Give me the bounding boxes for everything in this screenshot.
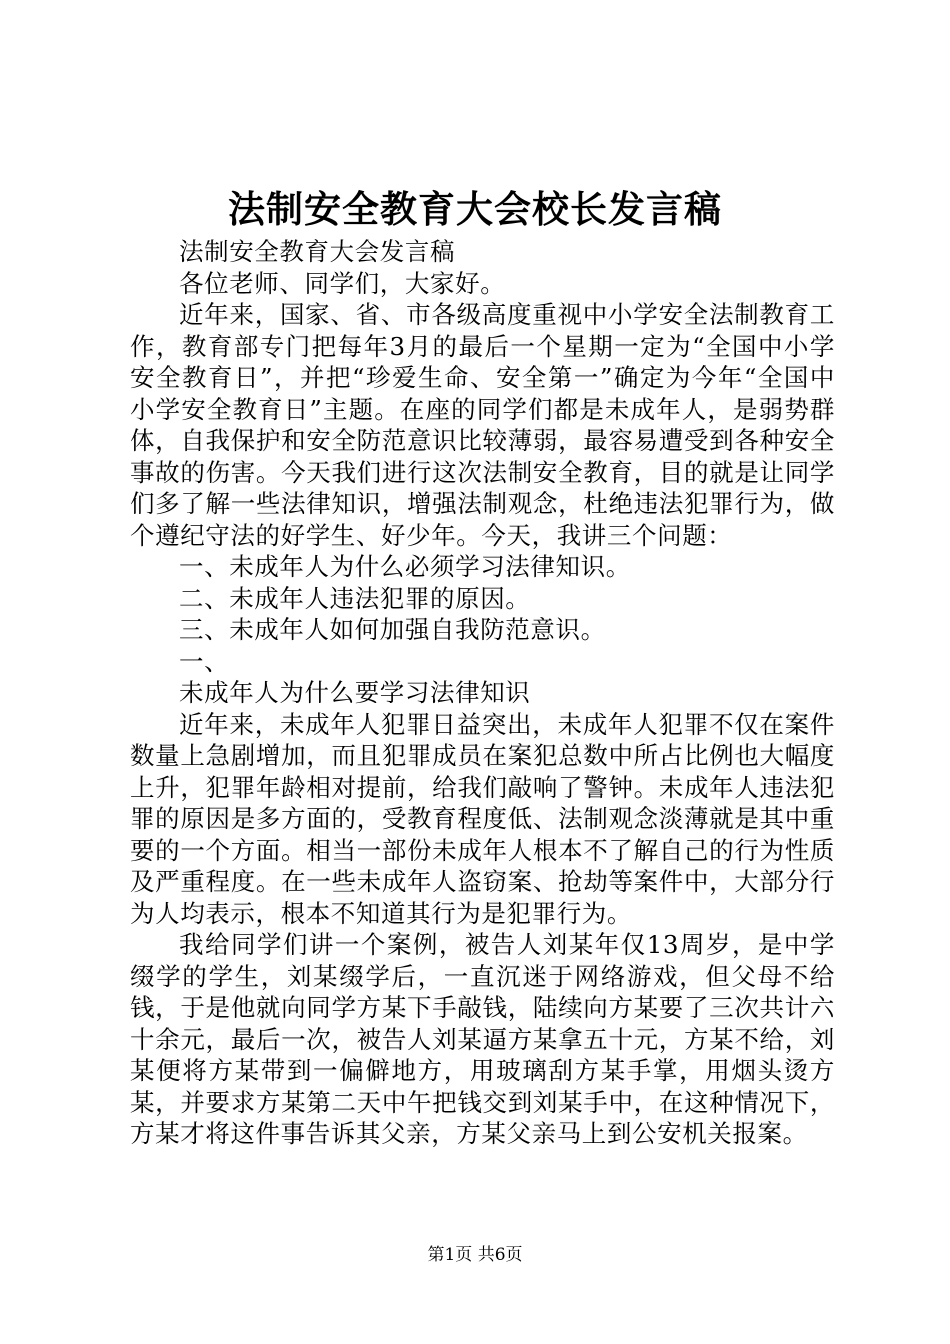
paragraph-subtitle: 法制安全教育大会发言稿 (179, 237, 456, 266)
document-body (130, 236, 835, 1150)
paragraph-section-body: 近年来，未成年人犯罪日益突出，未成年人犯罪不仅在案件数量上急剧增加，而且犯罪成员在案犯总数中所占比例也大幅度上升，犯罪年龄相对提前，给我们敲响了警钟。未成年人违法犯罪的原因是多方面的，受教育程度低、法制观念淡薄就是其中重要的一个方面。相当一部份未成年人根本不了解自己的行为性质及严重程度。在一些未成年人盗窃案、抢劫等案件中，大部分行为人均表示，根本不知道其行为是犯罪行为。 (130, 709, 835, 928)
paragraph-point-2: 二、未成年人违法犯罪的原因。 (179, 583, 531, 613)
section-heading: 未成年人为什么要学习法律知识 (179, 678, 531, 707)
paragraph-intro: 近年来，国家、省、市各级高度重视中小学安全法制教育工作，教育部专门把每年3月的最后一个星期一定为“全国中小学安全教育日”，并把“珍爱生命、安全第一”确定为今年“全国中小学安全教育日”主题。在座的同学们都是未成年人，是弱势群体，自我保护和安全防范意识比较薄弱，最容易遭受到各种安全事故的伤害。今天我们进行这次法制安全教育，目的就是让同学们多了解一些法律知识，增强法制观念，杜绝违法犯罪行为，做个遵纪守法的好学生、好少年。今天，我讲三个问题： (130, 300, 835, 550)
section-number: 一、 (179, 646, 230, 676)
paragraph-greeting: 各位老师、同学们，大家好。 (179, 268, 506, 298)
paragraph-case-example: 我给同学们讲一个案例，被告人刘某年仅13周岁，是中学缀学的学生，刘某缀学后，一直沉迷于网络游戏，但父母不给钱，于是他就向同学方某下手敲钱，陆续向方某要了三次共计六十余元，最后一次，被告人刘某逼方某拿五十元，方某不给，刘某便将方某带到一偏僻地方，用玻璃刮方某手掌，用烟头烫方某，并要求方某第二天中午把钱交到刘某手中，在这种情况下，方某才将这件事告诉其父亲，方某父亲马上到公安机关报案。 (130, 930, 835, 1148)
paragraph-point-1: 一、未成年人为什么必须学习法律知识。 (179, 552, 631, 581)
page-footer: 第1页 共6页 (427, 1245, 523, 1265)
paragraph-point-3: 三、未成年人如何加强自我防范意识。 (179, 615, 606, 644)
document-title: 法制安全教育大会校长发言稿 (228, 187, 722, 231)
